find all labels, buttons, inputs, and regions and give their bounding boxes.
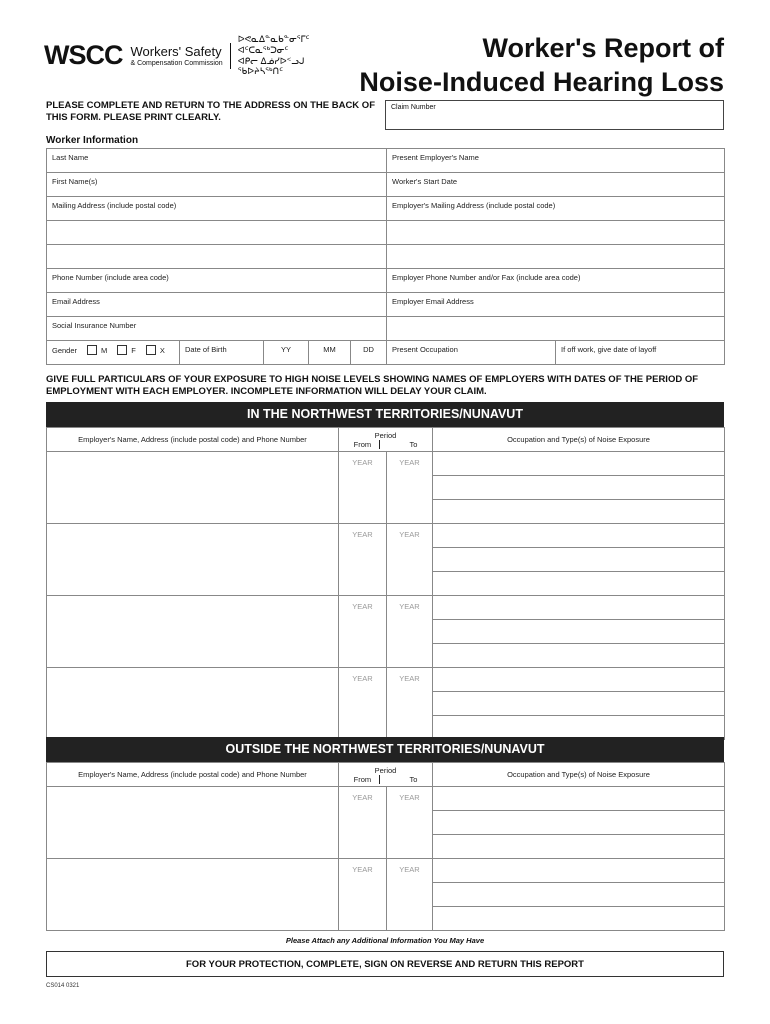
gender-m-label: M [101,345,108,355]
dob-mm-label: MM [323,345,336,354]
nwt-to-label: To [409,439,418,449]
table-row [47,668,725,692]
sin-field[interactable] [47,317,387,341]
email-label: Email Address [52,297,100,306]
outside-occupation-cell[interactable] [433,907,725,931]
present-occupation-field[interactable] [387,341,556,365]
logo-syllabics [238,34,350,77]
gender-m-checkbox[interactable] [87,345,97,355]
phone-field[interactable] [47,269,387,293]
logo-mark: WSCC [44,40,123,71]
gender-x-label: X [159,345,165,355]
nwt-table [46,427,725,740]
dob-label-cell [180,341,264,365]
last-name-field[interactable] [47,149,387,173]
start-date-field[interactable] [387,173,725,197]
nwt-employer-cell[interactable] [47,668,339,740]
start-date-label: Worker's Start Date [392,177,458,186]
nwt-occupation-cell[interactable] [433,692,725,716]
nwt-col-period [339,428,433,452]
dob-dd-field[interactable] [351,341,387,365]
present-occupation-label: Present Occupation [392,345,458,354]
gender-label: Gender [52,345,78,355]
nwt-to-year-cell[interactable]: YEAR [387,452,433,524]
gender-field [47,341,180,365]
outside-occupation-cell[interactable] [433,883,725,907]
nwt-from-year-cell[interactable]: YEAR [339,596,387,668]
mailing-address-field[interactable] [47,197,387,221]
form-title [359,31,724,99]
title-line2: Noise-Induced Hearing Loss [359,67,724,97]
logo-divider [230,43,231,69]
present-employer-field[interactable] [387,149,725,173]
employer-mailing-label: Employer's Mailing Address (include postal code) [392,201,556,210]
nwt-employer-cell[interactable] [47,452,339,524]
nwt-occupation-cell[interactable] [433,476,725,500]
nwt-to-year-cell[interactable]: YEAR [387,524,433,596]
table-row [47,859,725,883]
outside-banner: OUTSIDE THE NORTHWEST TERRITORIES/NUNAVUT [46,737,724,762]
nwt-rows [47,452,725,740]
wscc-logo [44,34,350,77]
outside-employer-cell[interactable] [47,859,339,931]
nwt-occupation-cell[interactable] [433,596,725,620]
nwt-occupation-cell[interactable] [433,668,725,692]
employer-phone-label: Employer Phone Number and/or Fax (include area code) [392,273,581,282]
employer-mailing-field[interactable] [387,197,725,221]
gender-x-checkbox[interactable] [146,345,156,355]
title-line1: Worker's Report of [482,33,724,63]
outside-col-occupation: Occupation and Type(s) of Noise Exposure [433,763,725,787]
outside-to-label: To [409,774,418,784]
outside-section [46,737,724,931]
dob-mm-field[interactable] [309,341,351,365]
mailing-address-line2[interactable] [47,221,387,245]
present-employer-label: Present Employer's Name [392,153,479,162]
nwt-employer-cell[interactable] [47,596,339,668]
outside-period-label: Period [374,765,397,775]
nwt-section [46,402,724,740]
nwt-occupation-cell[interactable] [433,620,725,644]
syllabics-line2: ᐊᑭᓕ ᐃᓅᓯᐅᑉᓗᒍ ᖃᐅᔨᓴᖅᑎᑦ [237,55,305,77]
outside-table [46,762,725,931]
layoff-date-label: If off work, give date of layoff [561,345,657,354]
employer-mailing-line2[interactable] [387,221,725,245]
nwt-banner: IN THE NORTHWEST TERRITORIES/NUNAVUT [46,402,724,427]
nwt-from-year-cell[interactable]: YEAR [339,524,387,596]
outside-from-year-cell[interactable]: YEAR [339,787,387,859]
outside-from-label: From [354,775,381,784]
nwt-col-occupation: Occupation and Type(s) of Noise Exposure [433,428,725,452]
nwt-from-label: From [354,440,381,449]
outside-col-period [339,763,433,787]
worker-info-title: Worker Information [46,135,139,146]
mailing-address-line3[interactable] [47,245,387,269]
logo-org-name [131,45,223,67]
gender-f-checkbox[interactable] [117,345,127,355]
nwt-occupation-cell[interactable] [433,716,725,740]
table-row [47,787,725,811]
nwt-from-year-cell[interactable]: YEAR [339,452,387,524]
nwt-from-year-cell[interactable]: YEAR [339,668,387,740]
first-name-field[interactable] [47,173,387,197]
nwt-occupation-cell[interactable] [433,644,725,668]
dob-yy-field[interactable] [264,341,309,365]
outside-to-year-cell[interactable]: YEAR [387,859,433,931]
outside-occupation-cell[interactable] [433,787,725,811]
claim-number-field[interactable] [385,100,724,130]
last-name-label: Last Name [52,153,89,162]
outside-occupation-cell[interactable] [433,859,725,883]
outside-occupation-cell[interactable] [433,811,725,835]
email-field[interactable] [47,293,387,317]
outside-to-year-cell[interactable]: YEAR [387,787,433,859]
table-row [47,596,725,620]
employer-email-field[interactable] [387,293,725,317]
employer-email-label: Employer Email Address [392,297,474,306]
outside-col-employer: Employer's Name, Address (include postal code) and Phone Number [47,763,339,787]
sin-label: Social Insurance Number [52,321,137,330]
table-row [47,524,725,548]
mailing-address-label: Mailing Address (include postal code) [52,201,177,210]
nwt-col-employer: Employer's Name, Address (include postal code) and Phone Number [47,428,339,452]
outside-occupation-cell[interactable] [433,835,725,859]
dob-dd-label: DD [363,345,374,354]
claim-number-label: Claim Number [391,104,436,111]
outside-rows [47,787,725,931]
gender-f-label: F [131,345,136,355]
nwt-period-label: Period [374,430,397,440]
layoff-date-field[interactable] [556,341,725,365]
org-line1: Workers' Safety [130,43,222,59]
dob-label: Date of Birth [185,345,227,354]
dob-yy-label: YY [280,345,291,354]
first-name-label: First Name(s) [52,177,98,186]
nwt-employer-cell[interactable] [47,524,339,596]
attach-note: Please Attach any Additional Information You May Have [285,936,485,945]
nwt-to-year-cell[interactable]: YEAR [387,668,433,740]
form-code: CS014 0321 [46,983,80,989]
outside-from-year-cell[interactable]: YEAR [339,859,387,931]
worker-info-table [46,148,725,365]
table-row [47,452,725,476]
nwt-occupation-cell[interactable] [433,524,725,548]
particulars-instructions: GIVE FULL PARTICULARS OF YOUR EXPOSURE TO HIGH NOISE LEVELS SHOWING NAMES OF EMPLOYERS WITH DATES OF THE PERIOD OF EMPLOYMENT WITH EACH EMPLOYER. INCOMPLETE INFORMATION WILL DELAY YOUR CLAIM. [46,374,699,397]
employer-mailing-line3[interactable] [387,245,725,269]
protection-note: FOR YOUR PROTECTION, COMPLETE, SIGN ON REVERSE AND RETURN THIS REPORT [46,951,724,977]
instructions: PLEASE COMPLETE AND RETURN TO THE ADDRESS ON THE BACK OF THIS FORM. PLEASE PRINT CLEARLY. [46,100,375,123]
nwt-occupation-cell[interactable] [433,452,725,476]
phone-label: Phone Number (include area code) [52,273,169,282]
outside-employer-cell[interactable] [47,787,339,859]
nwt-occupation-cell[interactable] [433,500,725,524]
nwt-occupation-cell[interactable] [433,548,725,572]
syllabics-line1: ᐅᕙᓇᐃᓐᓇᑲᓐᓂᕐᒥᑦ ᐊᑦᑕᓇᖅᑐᓂᑦ [237,34,310,55]
org-line2: & Compensation Commission [130,59,223,67]
sin-right-blank [387,317,725,341]
nwt-occupation-cell[interactable] [433,572,725,596]
employer-phone-field[interactable] [387,269,725,293]
nwt-to-year-cell[interactable]: YEAR [387,596,433,668]
